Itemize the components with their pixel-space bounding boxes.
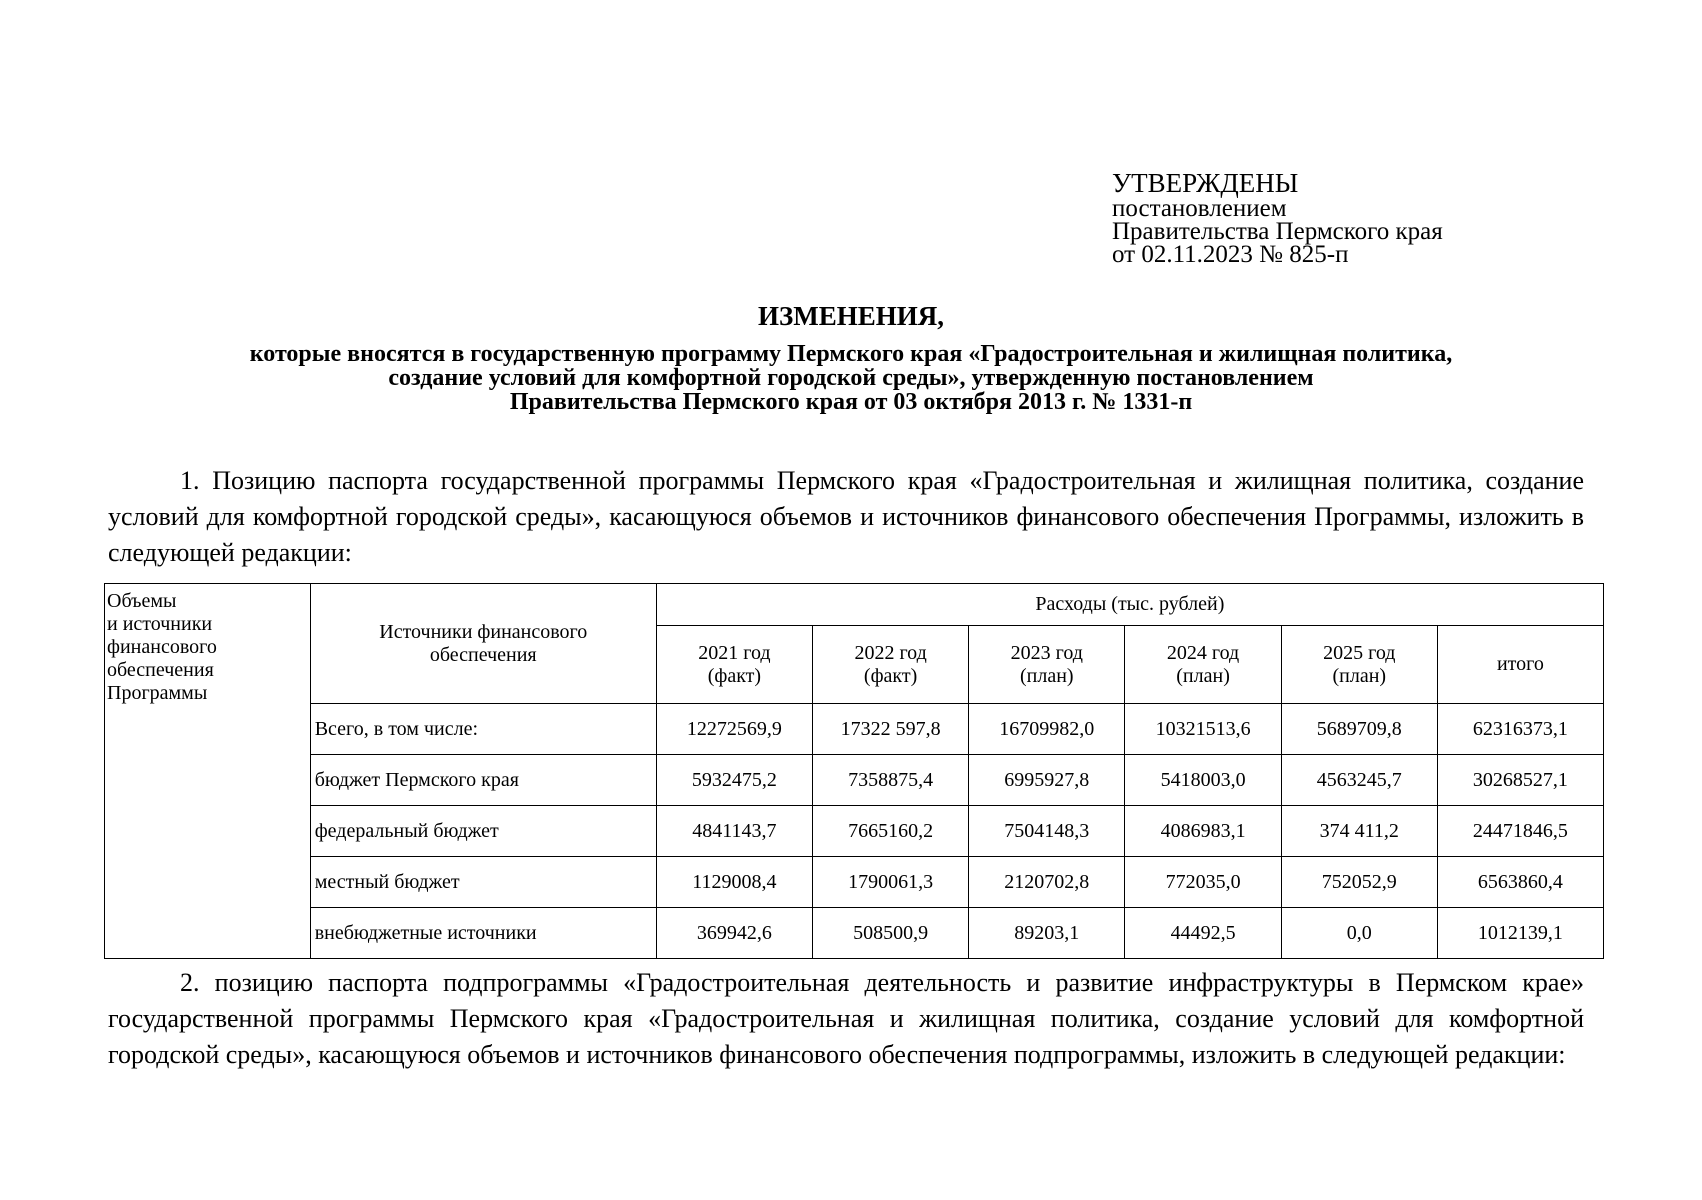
value-cell: 12272569,9 (656, 704, 812, 755)
total-header: итого (1437, 626, 1603, 704)
table-row (105, 704, 1604, 755)
year-header-2023 (969, 626, 1125, 704)
table-row (105, 908, 1604, 959)
value-cell: 5689709,8 (1281, 704, 1437, 755)
year-kind: (план) (1020, 664, 1074, 687)
year-kind: (факт) (863, 664, 918, 687)
total-cell: 6563860,4 (1437, 857, 1603, 908)
year-header-2021 (656, 626, 812, 704)
subtitle-line: Правительства Пермского края от 03 октября 2013 г. № 1331-п (509, 389, 1193, 415)
subtitle-line: которые вносятся в государственную программу Пермского края «Градостроительная и жилищная политика, (249, 341, 1453, 367)
row-label-line: Программы (107, 682, 208, 704)
source-cell: внебюджетные источники (310, 908, 656, 959)
value-cell: 752052,9 (1281, 857, 1437, 908)
year-header-2024 (1125, 626, 1281, 704)
value-cell: 772035,0 (1125, 857, 1281, 908)
value-cell: 2120702,8 (969, 857, 1125, 908)
value-cell: 1129008,4 (656, 857, 812, 908)
total-cell: 24471846,5 (1437, 806, 1603, 857)
paragraph-2: 2. позицию паспорта подпрограммы «Градостроительная деятельность и развитие инфраструктуры в Пермском крае» государственной программы Пермского края «Градостроительная и жилищная политика, создание условий для комфортной городской среды», касающуюся объемов и источников финансового обеспечения подпрограммы, изложить в следующей редакции: (108, 968, 1584, 1069)
value-cell: 89203,1 (969, 908, 1125, 959)
document-subtitle (100, 342, 1602, 414)
approval-line: Правительства Пермского края (1112, 218, 1443, 245)
year-label: 2021 год (698, 641, 771, 664)
total-cell: 30268527,1 (1437, 755, 1603, 806)
year-kind: (план) (1332, 664, 1387, 687)
sources-header-line: Источники финансового (379, 620, 588, 643)
value-cell: 7358875,4 (813, 755, 969, 806)
approval-stamp (1112, 170, 1443, 266)
row-label-line: обеспечения (107, 659, 214, 681)
approval-heading: УТВЕРЖДЕНЫ (1112, 168, 1299, 198)
year-label: 2025 год (1323, 641, 1396, 664)
value-cell: 0,0 (1281, 908, 1437, 959)
value-cell: 17322 597,8 (813, 704, 969, 755)
value-cell: 44492,5 (1125, 908, 1281, 959)
row-label-line: Объемы (107, 590, 177, 612)
value-cell: 374 411,2 (1281, 806, 1437, 857)
expenses-header: Расходы (тыс. рублей) (656, 584, 1603, 626)
table-row (105, 755, 1604, 806)
value-cell: 5932475,2 (656, 755, 812, 806)
year-label: 2023 год (1010, 641, 1083, 664)
sources-header (310, 584, 656, 704)
subtitle-line: создание условий для комфортной городской среды», утвержденную постановлением (388, 365, 1314, 391)
value-cell: 4841143,7 (656, 806, 812, 857)
year-header-2022 (813, 626, 969, 704)
value-cell: 1790061,3 (813, 857, 969, 908)
year-header-2025 (1281, 626, 1437, 704)
total-cell: 62316373,1 (1437, 704, 1603, 755)
document-title: ИЗМЕНЕНИЯ, (757, 301, 944, 331)
financing-table (104, 583, 1604, 959)
approval-line: постановлением (1112, 195, 1287, 222)
value-cell: 7504148,3 (969, 806, 1125, 857)
year-label: 2022 год (854, 641, 927, 664)
value-cell: 369942,6 (656, 908, 812, 959)
year-kind: (план) (1176, 664, 1230, 687)
source-cell: местный бюджет (310, 857, 656, 908)
table-header-row (105, 584, 1604, 626)
approval-line: от 02.11.2023 № 825-п (1112, 241, 1349, 268)
table-row (105, 857, 1604, 908)
row-label-line: финансового (107, 636, 217, 658)
row-label-line: и источники (107, 613, 213, 635)
paragraph-1: 1. Позицию паспорта государственной программы Пермского края «Градостроительная и жилищная политика, создание условий для комфортной городской среды», касающуюся объемов и источников финансового обеспечения Программы, изложить в следующей редакции: (108, 466, 1584, 567)
value-cell: 4086983,1 (1125, 806, 1281, 857)
value-cell: 4563245,7 (1281, 755, 1437, 806)
source-cell: Всего, в том числе: (310, 704, 656, 755)
value-cell: 5418003,0 (1125, 755, 1281, 806)
value-cell: 10321513,6 (1125, 704, 1281, 755)
year-kind: (факт) (707, 664, 762, 687)
source-cell: бюджет Пермского края (310, 755, 656, 806)
source-cell: федеральный бюджет (310, 806, 656, 857)
sources-header-line: обеспечения (429, 643, 537, 666)
row-label-cell (105, 584, 311, 959)
year-label: 2024 год (1166, 641, 1240, 664)
table-row (105, 806, 1604, 857)
value-cell: 7665160,2 (813, 806, 969, 857)
value-cell: 6995927,8 (969, 755, 1125, 806)
value-cell: 16709982,0 (969, 704, 1125, 755)
total-cell: 1012139,1 (1437, 908, 1603, 959)
value-cell: 508500,9 (813, 908, 969, 959)
